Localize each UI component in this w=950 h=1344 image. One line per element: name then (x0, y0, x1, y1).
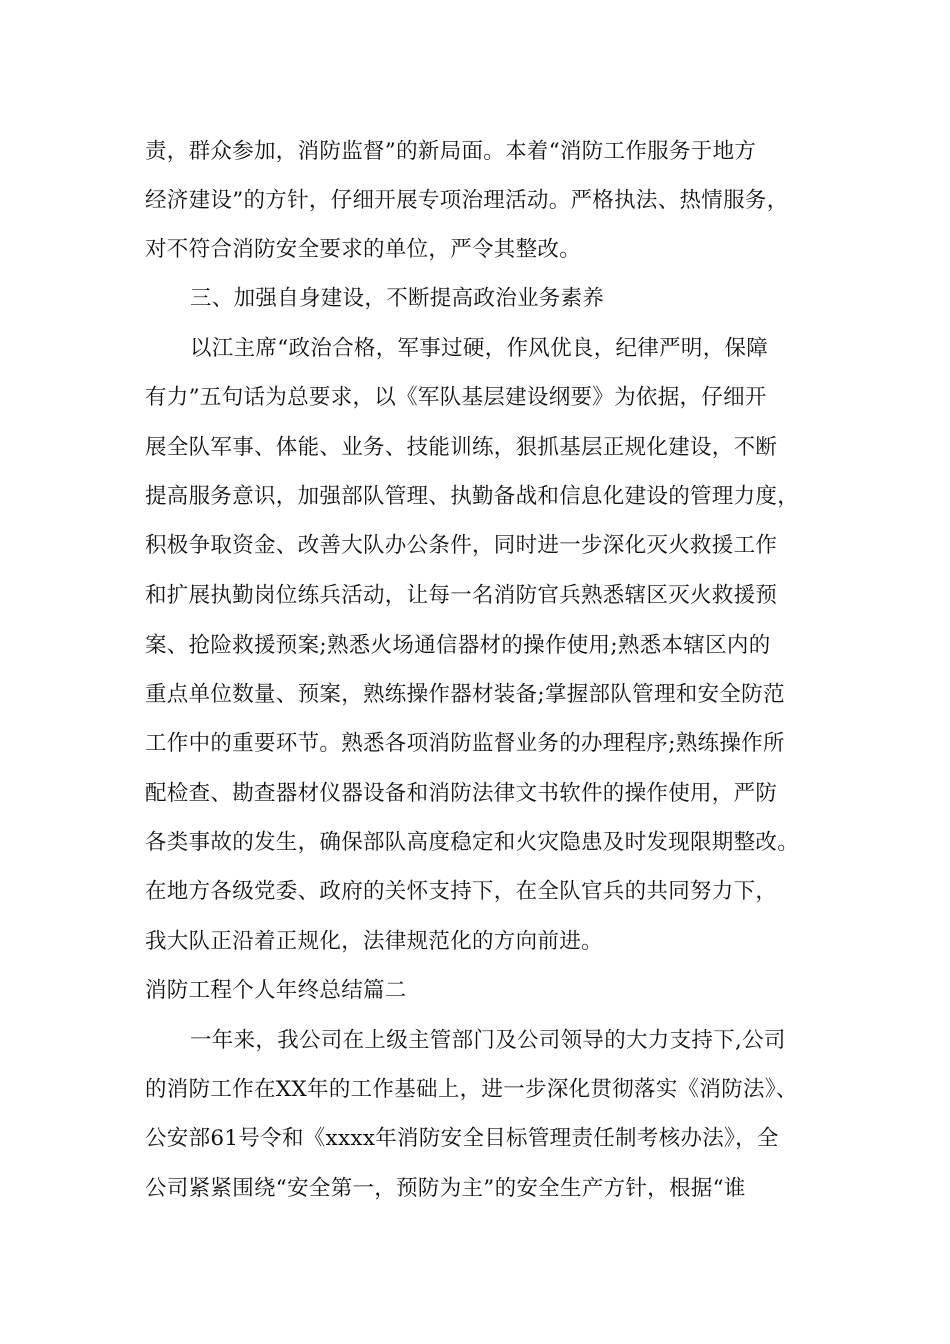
section-heading: 三、加强自身建设，不断提高政治业务素养 (190, 286, 605, 311)
text-line: 有力”五句话为总要求，以《军队基层建设纲要》为依据，仔细开 (145, 385, 767, 410)
text-line: 对不符合消防安全要求的单位，严令其整改。 (145, 237, 582, 262)
text-line: 的消防工作在XX年的工作基础上，进一步深化贯彻落实《消防法》、 (145, 1077, 798, 1102)
text-line: 一年来，我公司在上级主管部门及公司领导的大力支持下,公司 (190, 1028, 786, 1053)
text-line: 经济建设”的方针，仔细开展专项治理活动。严格执法、热情服务， (145, 188, 789, 213)
text-line: 和扩展执勤岗位练兵活动，让每一名消防官兵熟悉辖区灭火救援预 (145, 583, 778, 608)
text-line: 展全队军事、体能、业务、技能训练，狠抓基层正规化建设，不断 (145, 435, 778, 460)
text-line: 各类事故的发生，确保部队高度稳定和火灾隐患及时发现限期整改。 (145, 830, 800, 855)
text-line: 重点单位数量、预案，熟练操作器材装备;掌握部队管理和安全防范 (145, 682, 785, 707)
text-line: 公司紧紧围绕“安全第一，预防为主”的安全生产方针，根据“谁 (145, 1176, 746, 1201)
text-line: 以江主席“政治合格，军事过硬，作风优良，纪律严明，保障 (190, 336, 769, 361)
text-line: 提高服务意识，加强部队管理、执勤备战和信息化建设的管理力度， (145, 484, 800, 509)
text-line: 配检查、勘查器材仪器设备和消防法律文书软件的操作使用，严防 (145, 781, 778, 806)
text-line: 责，群众参加，消防监督”的新局面。本着“消防工作服务于地方 (145, 139, 757, 164)
text-line: 工作中的重要环节。熟悉各项消防监督业务的办理程序;熟练操作所 (145, 731, 785, 756)
text-line: 我大队正沿着正规化，法律规范化的方向前进。 (145, 929, 603, 954)
text-line: 在地方各级党委、政府的关怀支持下，在全队官兵的共同努力下， (145, 879, 778, 904)
section-title: 消防工程个人年终总结篇二 (145, 978, 407, 1003)
text-line: 积极争取资金、改善大队办公条件，同时进一步深化灭火救援工作 (145, 533, 778, 558)
text-line: 公安部61号令和《xxxx年消防安全目标管理责任制考核办法》，全 (145, 1126, 779, 1151)
text-line: 案、抢险救援预案;熟悉火场通信器材的操作使用;熟悉本辖区内的 (145, 633, 771, 658)
